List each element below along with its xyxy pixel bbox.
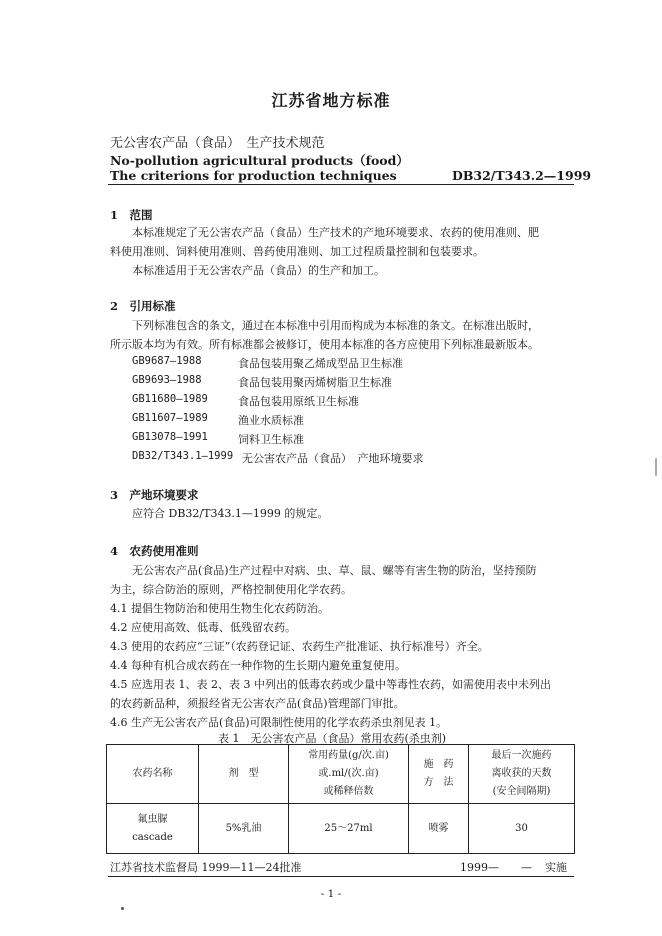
section-1-paragraph-1b: 料使用准则、饲料使用准则、兽药使用准则、加工过程质量控制和包装要求。 <box>110 245 484 258</box>
header-dosage-line-3: 或稀释倍数 <box>323 786 374 797</box>
cell-dosage: 25～27ml <box>289 804 409 854</box>
section-1-paragraph-1a: 本标准规定了无公害农产品（食品）生产技术的产地环境要求、农药的使用准则、肥 <box>132 226 539 239</box>
section-4-heading: 4 农药使用准则 <box>110 544 199 558</box>
ref-name: 食品包装用聚乙烯成型品卫生标准 <box>238 357 403 370</box>
ref-code: GB9687—1988 <box>132 355 202 367</box>
scan-edge-mark <box>655 458 657 476</box>
header-dosage <box>289 745 409 804</box>
ref-code: GB11680—1989 <box>132 393 208 405</box>
clause-4-3: 4.3 使用的农药应“三证”（农药登记证、农药生产批准证、执行标准号）齐全。 <box>110 640 489 653</box>
subtitle-english-line-1: No-pollution agricultural products（food） <box>110 153 409 168</box>
clause-4-5a: 4.5 应选用表 1、表 2、表 3 中列出的低毒农药或少量中等毒性农药，如需使用表中未列出 <box>110 678 551 691</box>
header-divider <box>108 184 574 185</box>
header-method-line-1: 施 药 <box>423 759 454 770</box>
ref-name: 食品包装用聚丙烯树脂卫生标准 <box>238 376 392 389</box>
section-1-paragraph-2: 本标准适用于无公害农产品（食品）的生产和加工。 <box>132 264 385 277</box>
ref-code: GB11607—1989 <box>132 412 208 424</box>
clause-4-2: 4.2 应使用高效、低毒、低残留农药。 <box>110 621 296 634</box>
section-1-heading: 1 范围 <box>110 208 153 222</box>
effective-date: 1999— — <box>460 861 532 874</box>
header-method-line-2: 方 法 <box>423 777 454 788</box>
section-2-paragraph-1a: 下列标准包含的条文，通过在本标准中引用而构成为本标准的条文。在标准出版时， <box>132 319 539 332</box>
ref-name: 无公害农产品（食品） 产地环境要求 <box>242 452 424 465</box>
standard-number: DB32/T343.2—1999 <box>452 168 592 183</box>
cell-method: 喷雾 <box>409 804 469 854</box>
section-4-paragraph-1b: 为主，综合防治的原则，严格控制使用化学农药。 <box>110 583 352 596</box>
table-1 <box>106 744 575 854</box>
approval-text: 江苏省技术监督局 1999—11—24批准 <box>110 861 302 874</box>
cell-pesticide-name <box>107 804 199 854</box>
header-dosage-line-2: 或.ml/(次.亩) <box>318 768 379 779</box>
section-4-paragraph-1a: 无公害农产品(食品)生产过程中对病、虫、草、鼠、螺等有害生物的防治，坚持预防 <box>132 564 537 577</box>
ref-name: 饲料卫生标准 <box>238 433 304 446</box>
section-2-heading: 2 引用标准 <box>110 299 176 313</box>
header-safety-line-2: 离收获的天数 <box>491 768 552 779</box>
cell-name-en: cascade <box>132 831 173 843</box>
header-safety-line-1: 最后一次施药 <box>491 750 552 761</box>
ref-code: GB13078—1991 <box>132 431 208 443</box>
header-pesticide-name: 农药名称 <box>107 745 199 804</box>
table-row <box>107 804 575 854</box>
cell-safety-days: 30 <box>469 804 575 854</box>
table-1-caption: 表 1 无公害农产品（食品）常用农药(杀虫剂) <box>218 732 447 745</box>
subtitle-chinese: 无公害农产品（食品） 生产技术规范 <box>110 136 325 151</box>
footer-divider <box>108 853 574 854</box>
page-number: - 1 - <box>320 888 342 900</box>
header-method <box>409 745 469 804</box>
subtitle-english-line-2: The criterions for production techniques <box>110 168 397 183</box>
clause-4-5b: 的农药新品种，须报经省无公害农产品(食品)管理部门审批。 <box>110 697 405 710</box>
clause-4-6: 4.6 生产无公害农产品(食品)可限制性使用的化学农药杀虫剂见表 1。 <box>110 716 448 729</box>
ref-name: 食品包装用原纸卫生标准 <box>238 395 359 408</box>
effective-label: 实施 <box>545 861 567 874</box>
cell-formulation: 5%乳油 <box>199 804 289 854</box>
section-3-paragraph: 应符合 DB32/T343.1—1999 的规定。 <box>132 507 329 520</box>
clause-4-1: 4.1 提倡生物防治和使用生物生化农药防治。 <box>110 602 329 615</box>
header-safety-line-3: (安全间隔期) <box>492 786 551 797</box>
scan-speck <box>121 907 124 910</box>
header-formulation: 剂 型 <box>199 745 289 804</box>
ref-code: GB9693—1988 <box>132 374 202 386</box>
clause-4-4: 4.4 每种有机合成农药在一种作物的生长期内避免重复使用。 <box>110 659 406 672</box>
header-dosage-line-1: 常用药量(g/次.亩) <box>308 750 389 761</box>
header-safety-interval <box>469 745 575 804</box>
ref-code: DB32/T343.1—1999 <box>132 450 234 462</box>
ref-name: 渔业水质标准 <box>238 414 304 427</box>
document-title: 江苏省地方标准 <box>271 91 391 110</box>
section-3-heading: 3 产地环境要求 <box>110 488 199 502</box>
cell-name-cn: 氟虫脲 <box>137 813 168 825</box>
footer-bottom-rule <box>108 876 574 877</box>
table-header-row <box>107 745 575 804</box>
section-2-paragraph-1b: 所示版本均为有效。所有标准都会被修订，使用本标准的各方应使用下列标准最新版本。 <box>110 338 539 351</box>
